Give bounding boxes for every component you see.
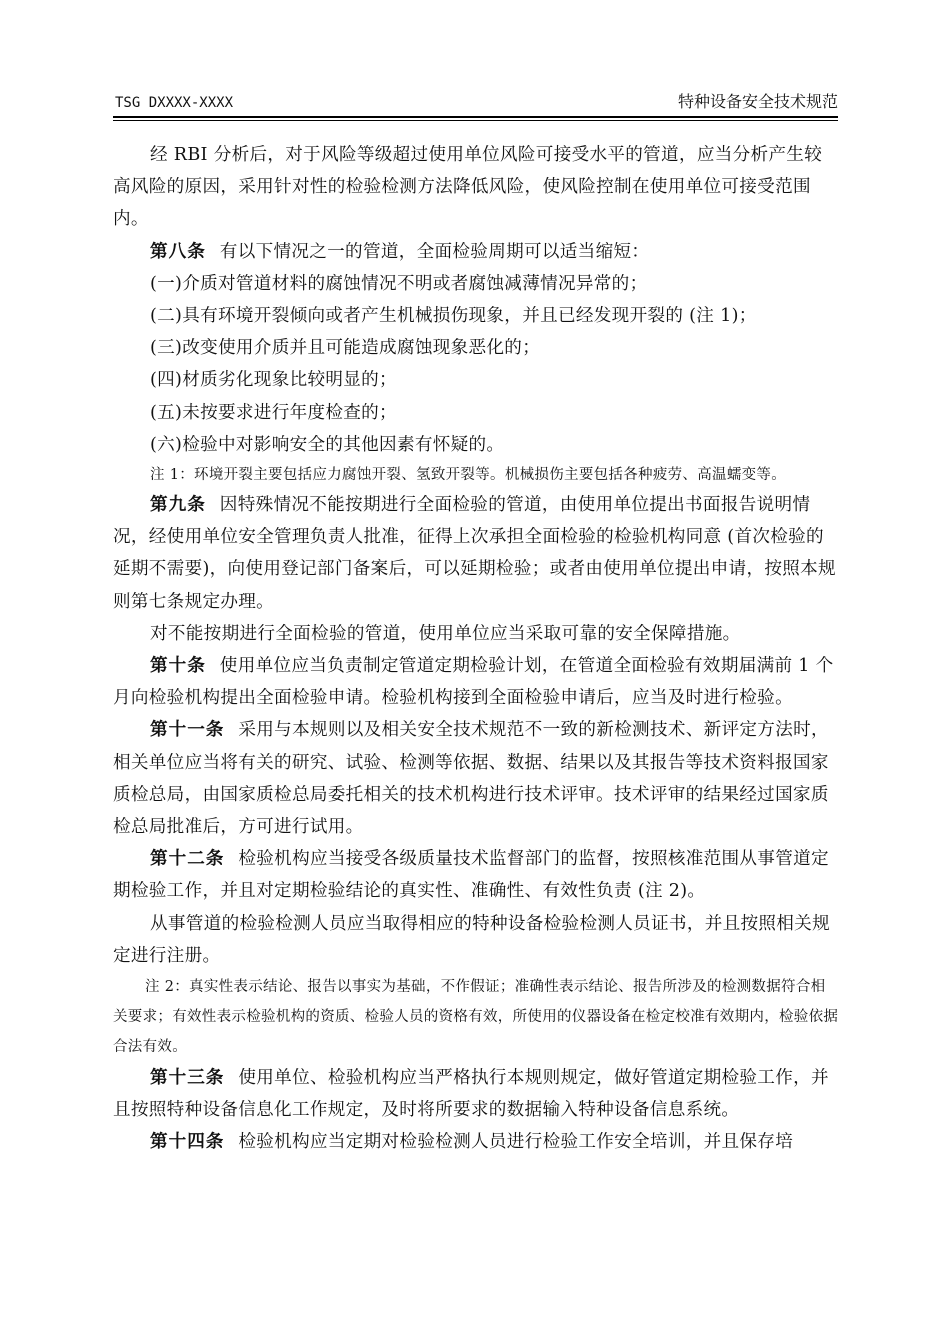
article-label: 第十三条: [150, 1068, 225, 1089]
doc-category: 特种设备安全技术规范: [677, 94, 838, 111]
article-14: [113, 1126, 839, 1158]
article-text: 检验机构应当定期对检验检测人员进行检验工作安全培训，并且保存培: [238, 1132, 794, 1153]
article-9: [113, 489, 839, 618]
article-text: 因特殊情况不能按期进行全面检验的管道，由使用单位提出书面报告说明情况，经使用单位安全管理负责人批准，征得上次承担全面检验的检验机构同意 (首次检验的延期不需要)，向使用登记部门备案后，可以延期检验；或者由使用单位提出申请，按照本规则第七条规定办理。: [113, 495, 836, 612]
article-text: 检验机构应当接受各级质量技术监督部门的监督，按照核准范围从事管道定期检验工作，并且对定期检验结论的真实性、准确性、有效性负责 (注 2)。: [113, 849, 829, 902]
article-12: [113, 843, 839, 907]
article-text: 使用单位应当负责制定管道定期检验计划，在管道全面检验有效期届满前 1 个月向检验机构提出全面检验申请。检验机构接到全面检验申请后，应当及时进行检验。: [113, 656, 834, 709]
paragraph-rbi: 经 RBI 分析后，对于风险等级超过使用单位风险可接受水平的管道，应当分析产生较高风险的原因，采用针对性的检验检测方法降低风险，使风险控制在使用单位可接受范围内。: [113, 145, 823, 230]
doc-code: TSG DXXXX-XXXX: [115, 95, 234, 111]
article-text: 采用与本规则以及相关安全技术规范不一致的新检测技术、新评定方法时，相关单位应当将有关的研究、试验、检测等依据、数据、结果以及其报告等技术资料报国家质检总局，由国家质检总局委托相关的技术机构进行技术评审。技术评审的结果经过国家质检总局批准后，方可进行试用。: [113, 720, 829, 838]
article-label: 第十四条: [150, 1132, 225, 1153]
list-item: (六)检验中对影响安全的其他因素有怀疑的。: [150, 434, 505, 455]
article-10: [113, 650, 839, 714]
article-label: 第十条: [150, 656, 206, 677]
page-header: [113, 92, 838, 114]
article-label: 第九条: [150, 495, 206, 516]
list-item: (五)未按要求进行年度检查的；: [150, 402, 397, 423]
note-2: 注 2：真实性表示结论、报告以事实为基础，不作假证；准确性表示结论、报告所涉及的检测数据符合相关要求；有效性表示检验机构的资质、检验人员的资格有效，所使用的仪器设备在检定校准有效期内，检验依据合法有效。: [113, 979, 839, 1056]
header-rule-thin: [113, 120, 838, 121]
header-rule-thick: [113, 116, 838, 118]
list-item: (二)具有环境开裂倾向或者产生机械损伤现象，并且已经发现开裂的 (注 1)；: [150, 306, 757, 327]
article-13: [113, 1062, 839, 1126]
list-item: (一)介质对管道材料的腐蚀情况不明或者腐蚀减薄情况异常的；: [150, 273, 648, 294]
article-label: 第十一条: [150, 720, 225, 741]
article-9-paragraph-2: 对不能按期进行全面检验的管道，使用单位应当采取可靠的安全保障措施。: [150, 623, 741, 644]
article-11: [113, 714, 839, 843]
article-8: [113, 236, 839, 268]
article-label: 第八条: [150, 241, 206, 262]
list-item: (四)材质劣化现象比较明显的；: [150, 370, 397, 391]
article-12-paragraph-2: 从事管道的检验检测人员应当取得相应的特种设备检验检测人员证书，并且按照相关规定进行注册。: [113, 913, 830, 966]
document-body: [113, 139, 839, 1159]
list-item: (三)改变使用介质并且可能造成腐蚀现象恶化的；: [150, 338, 541, 359]
article-label: 第十二条: [150, 849, 225, 870]
article-text: 使用单位、检验机构应当严格执行本规则规定，做好管道定期检验工作，并且按照特种设备信息化工作规定，及时将所要求的数据输入特种设备信息系统。: [113, 1068, 829, 1121]
article-text: 有以下情况之一的管道，全面检验周期可以适当缩短：: [219, 241, 650, 262]
note-1: 注 1：环境开裂主要包括应力腐蚀开裂、氢致开裂等。机械损伤主要包括各种疲劳、高温蠕变等。: [150, 467, 787, 484]
